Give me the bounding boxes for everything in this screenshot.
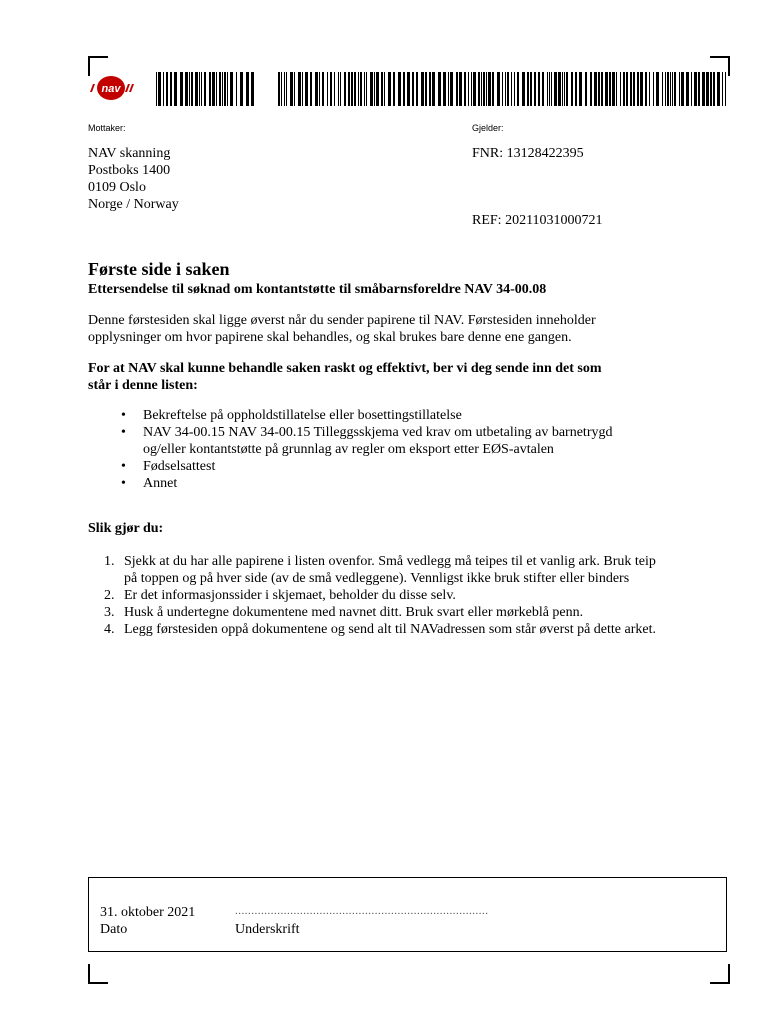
barcode-bar (348, 72, 350, 106)
barcode-bar (429, 72, 431, 106)
barcode-bar (538, 72, 540, 106)
list-item (88, 475, 613, 492)
barcode-bar (388, 72, 391, 106)
barcode-bar (468, 72, 469, 106)
list-item-text: og/eller kontantstøtte på grunnlag av regler om eksport etter EØS-avtalen (143, 442, 554, 457)
crop-mark-bottom-left (88, 964, 108, 984)
barcode-bar (637, 72, 639, 106)
barcode-bar (199, 72, 200, 106)
list-item (88, 424, 613, 458)
barcode-bar (694, 72, 697, 106)
step-item (88, 553, 656, 587)
barcode-bar (278, 72, 280, 106)
barcode-bar (456, 72, 458, 106)
intro-paragraph (88, 312, 688, 346)
barcode-bar (598, 72, 600, 106)
list-item (88, 458, 613, 475)
step-text: Er det informasjonssider i skjemaet, beholder du disse selv. (124, 588, 456, 603)
barcode-bar (594, 72, 597, 106)
barcode-bar (571, 72, 573, 106)
barcode-bar (163, 72, 164, 106)
barcode-bar (370, 72, 373, 106)
barcode-bar (554, 72, 557, 106)
instruction-line: står i denne listen: (88, 378, 198, 393)
barcode-bar (294, 72, 295, 106)
barcode-bar (698, 72, 700, 106)
barcode-bar (224, 72, 226, 106)
barcode-bar (459, 72, 462, 106)
barcode-bar (344, 72, 346, 106)
instruction-line: For at NAV skal kunne behandle saken raskt og effektivt, ber vi deg sende inn det som (88, 361, 602, 376)
fnr-value: FNR: 13128422395 (472, 146, 584, 161)
barcode-bar (549, 72, 550, 106)
barcode-bar (219, 72, 221, 106)
barcode-bar (189, 72, 190, 106)
intro-line: opplysninger om hvor papirene skal behandles, og skal brukes bare denne ene gangen. (88, 330, 572, 345)
barcode-form-number (156, 72, 254, 106)
barcode-bar (412, 72, 414, 106)
barcode-bar (281, 72, 282, 106)
barcode-bar (450, 72, 453, 106)
barcode-bar (481, 72, 482, 106)
step-number: 3. (104, 605, 115, 620)
barcode-bar (702, 72, 705, 106)
list-item-text: Fødselsattest (143, 459, 216, 474)
barcode-bar (209, 72, 211, 106)
barcode-bar (438, 72, 441, 106)
barcode-bar (713, 72, 715, 106)
barcode-bar (195, 72, 198, 106)
barcode-bar (284, 72, 285, 106)
barcode-bar (338, 72, 339, 106)
barcode-bar (670, 72, 671, 106)
signature-box (88, 877, 727, 952)
barcode-bar (315, 72, 318, 106)
recipient-label: Mottaker: (88, 123, 126, 133)
barcode-bar (522, 72, 525, 106)
barcode-bar (478, 72, 480, 106)
barcode-bar (575, 72, 577, 106)
page-title: Første side i saken (88, 259, 230, 279)
barcode-bar (322, 72, 324, 106)
barcode-bar (640, 72, 643, 106)
barcode-bar (230, 72, 233, 106)
barcode-bar (616, 72, 617, 106)
barcode-bar (566, 72, 568, 106)
barcode-bar (653, 72, 654, 106)
address-line: 0109 Oslo (88, 180, 146, 195)
barcode-bar (633, 72, 635, 106)
barcode-bar (492, 72, 494, 106)
crop-mark-bottom-right (710, 964, 730, 984)
barcode-bar (649, 72, 650, 106)
barcode-bar (590, 72, 592, 106)
barcode-bar (497, 72, 500, 106)
list-item-text: Annet (143, 476, 178, 491)
barcode-bar (725, 72, 726, 106)
barcode-bar (191, 72, 193, 106)
barcode-bar (667, 72, 669, 106)
barcode-bar (706, 72, 709, 106)
barcode-bar (403, 72, 405, 106)
date-label: Dato (100, 922, 128, 937)
barcode-bar (330, 72, 332, 106)
barcode-bar (530, 72, 532, 106)
barcode-bar (302, 72, 303, 106)
bullet-icon: • (121, 425, 126, 440)
barcode-bar (665, 72, 666, 106)
barcode-bar (564, 72, 565, 106)
signature-line[interactable]: .............................................................................. (235, 905, 489, 917)
barcode-bar (464, 72, 466, 106)
barcode-bar (674, 72, 676, 106)
barcode-bar (691, 72, 692, 106)
barcode-bar (547, 72, 548, 106)
barcode-bar (679, 72, 680, 106)
barcode-bar (443, 72, 446, 106)
barcode-bar (334, 72, 335, 106)
barcode-bar (620, 72, 621, 106)
barcode-bar (710, 72, 712, 106)
barcode-bar (507, 72, 509, 106)
concerns-label: Gjelder: (472, 123, 504, 133)
barcode-bar (351, 72, 353, 106)
barcode-bar (180, 72, 183, 106)
bullet-icon: • (121, 459, 126, 474)
barcode-bar (672, 72, 673, 106)
barcode-bar (626, 72, 628, 106)
address-line: Norge / Norway (88, 197, 179, 212)
step-text: Sjekk at du har alle papirene i listen ovenfor. Små vedlegg må teipes til et vanlig ark. Bruk teip (124, 554, 656, 569)
steps-list (88, 553, 656, 638)
address-line: NAV skanning (88, 146, 171, 161)
step-text: på toppen og på hver side (av de små vedleggene). Vennligst ikke bruk stifter eller binders (124, 571, 630, 586)
barcode-bar (216, 72, 217, 106)
barcode-bar (551, 72, 552, 106)
barcode-bar (212, 72, 215, 106)
bullet-icon: • (121, 408, 126, 423)
barcode-bar (717, 72, 720, 106)
barcode-bar (407, 72, 410, 106)
barcode-bar (645, 72, 647, 106)
barcode-bar (381, 72, 383, 106)
barcode-bar (421, 72, 424, 106)
recipient-address (88, 145, 179, 213)
step-text: Husk å undertegne dokumentene med navnet ditt. Bruk svart eller mørkeblå penn. (124, 605, 584, 620)
barcode-bar (246, 72, 249, 106)
barcode-bar (158, 72, 161, 106)
barcode-bar (630, 72, 632, 106)
barcode-bar (585, 72, 587, 106)
barcode-bar (662, 72, 663, 106)
barcode-bar (398, 72, 401, 106)
barcode-bar (174, 72, 177, 106)
barcode-bar (374, 72, 375, 106)
barcode-bar (251, 72, 254, 106)
step-item (88, 587, 656, 604)
barcode-bar (185, 72, 188, 106)
barcode-bar (416, 72, 418, 106)
barcode-bar (376, 72, 379, 106)
list-item-text: NAV 34-00.15 NAV 34-00.15 Tilleggsskjema ved krav om utbetaling av barnetrygd (143, 425, 613, 440)
barcode-bar (227, 72, 228, 106)
svg-text:nav: nav (101, 83, 121, 95)
barcode-bar (286, 72, 287, 106)
step-text: Legg førstesiden oppå dokumentene og send alt til NAVadressen som står øverst på dette arket. (124, 622, 656, 637)
barcode-bar (502, 72, 503, 106)
barcode-identifier (278, 72, 729, 106)
list-item (88, 407, 613, 424)
barcode-bar (366, 72, 367, 106)
barcode-bar (360, 72, 362, 106)
howto-heading: Slik gjør du: (88, 521, 164, 536)
barcode-bar (486, 72, 487, 106)
barcode-bar (656, 72, 659, 106)
step-number: 4. (104, 622, 115, 637)
barcode-bar (327, 72, 328, 106)
barcode-bar (222, 72, 223, 106)
barcode-bar (236, 72, 237, 106)
barcode-bar (310, 72, 312, 106)
barcode-bar (393, 72, 395, 106)
barcode-bar (681, 72, 684, 106)
barcode-bar (558, 72, 561, 106)
barcode-bar (514, 72, 515, 106)
barcode-bar (364, 72, 365, 106)
barcode-bar (358, 72, 359, 106)
barcode-bar (170, 72, 172, 106)
barcode-bar (562, 72, 563, 106)
step-item (88, 621, 656, 638)
barcode-bar (473, 72, 476, 106)
barcode-bar (448, 72, 449, 106)
barcode-bar (319, 72, 320, 106)
barcode-bar (623, 72, 625, 106)
barcode-bar (432, 72, 435, 106)
barcode-bar (305, 72, 308, 106)
date-value: 31. oktober 2021 (100, 905, 196, 920)
barcode-bar (488, 72, 491, 106)
step-number: 1. (104, 554, 115, 569)
barcode-bar (517, 72, 519, 106)
nav-logo (88, 72, 134, 102)
barcode-bar (534, 72, 536, 106)
intro-line: Denne førstesiden skal ligge øverst når du sender papirene til NAV. Førstesiden inneholder (88, 313, 596, 328)
barcode-bar (471, 72, 472, 106)
barcode-bar (166, 72, 168, 106)
barcode-bar (612, 72, 615, 106)
barcode-bar (609, 72, 611, 106)
barcode-bar (354, 72, 356, 106)
barcode-bar (204, 72, 206, 106)
barcode-bar (605, 72, 608, 106)
step-number: 2. (104, 588, 115, 603)
page-subtitle: Ettersendelse til søknad om kontantstøtte til småbarnsforeldre NAV 34-00.08 (88, 282, 547, 297)
signature-label: Underskrift (235, 922, 300, 937)
address-line: Postboks 1400 (88, 163, 171, 178)
barcode-bar (340, 72, 341, 106)
barcode-bar (483, 72, 485, 106)
barcode-bar (505, 72, 506, 106)
barcode-bar (542, 72, 544, 106)
barcode-bar (156, 72, 157, 106)
barcode-bar (298, 72, 301, 106)
barcode-bar (425, 72, 427, 106)
barcode-bar (201, 72, 202, 106)
barcode-bar (290, 72, 293, 106)
barcode-bar (384, 72, 385, 106)
barcode-bar (527, 72, 529, 106)
document-list (88, 407, 613, 492)
barcode-bar (722, 72, 723, 106)
step-item (88, 604, 656, 621)
ref-value: REF: 20211031000721 (472, 213, 603, 228)
barcode-bar (511, 72, 512, 106)
barcode-bar (686, 72, 689, 106)
barcode-bar (601, 72, 603, 106)
barcode-bar (240, 72, 243, 106)
instruction-paragraph (88, 360, 688, 394)
barcode-bar (579, 72, 582, 106)
list-item-text: Bekreftelse på oppholdstillatelse eller bosettingstillatelse (143, 408, 462, 423)
bullet-icon: • (121, 476, 126, 491)
